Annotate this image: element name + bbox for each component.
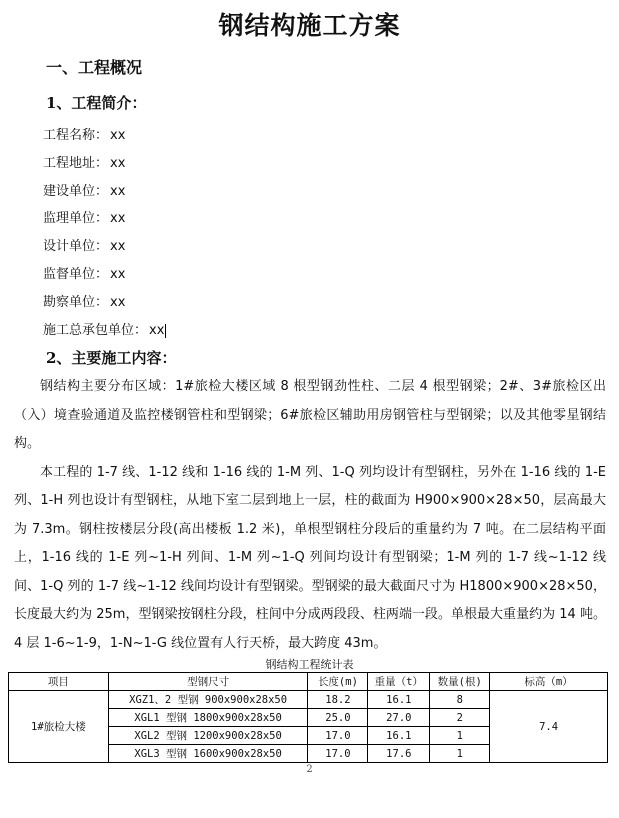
subsection-heading-intro: 1、工程简介：	[46, 94, 147, 112]
field-label: 工程地址：	[43, 156, 109, 171]
project-cell: 1#旅检大楼	[9, 691, 109, 763]
field-label: 工程名称：	[43, 128, 109, 143]
elevation-cell: 7.4	[490, 691, 608, 763]
length-cell: 17.0	[308, 745, 368, 763]
field-construction-unit	[43, 180, 125, 199]
count-cell: 1	[430, 727, 490, 745]
count-cell: 2	[430, 709, 490, 727]
length-cell: 18.2	[308, 691, 368, 709]
field-label: 设计单位：	[43, 239, 109, 254]
field-project-name	[43, 124, 125, 143]
length-cell: 17.0	[308, 727, 368, 745]
size-cell: XGL1 型钢 1800x900x28x50	[108, 709, 308, 727]
field-value: xx	[110, 295, 126, 310]
paragraph-details: 本工程的 1-7 线、1-12 线和 1-16 线的 1-M 列、1-Q 列均设计有型钢柱，另外在 1-16 线的 1-E 列、1-H 列也设计有型钢柱，从地下室二层到地上一层，柱的截面为 H900×900×28×50，层高最大为 7.3m。钢柱按楼层分段(高出楼板 1.2 米)，单根型钢柱分段后的重量约为 7 吨。在二层结构平面上，1-16 线的 1-E 列~1-H 列间、1-M 列~1-Q 列间均设计有型钢梁；1-M 列的 1-7 线~1-12 线间、1-Q 列的 1-7 线~1-12 线间均设计有型钢梁。型钢梁的最大截面尺寸为 H1800×900×28×50，长度最大约为 25m，型钢梁按钢柱分段，柱间中分成两段段、柱两端一段。单根最大重量约为 14 吨。4 层 1-6~1-9，1-N~1-G 线位置有人行天桥，最大跨度 43m。	[14, 464, 606, 651]
header-cell: 标高（m）	[490, 673, 608, 691]
field-value: xx	[110, 184, 126, 199]
weight-cell: 17.6	[368, 745, 430, 763]
steel-statistics-table	[8, 672, 608, 763]
size-cell: XGZ1、2 型钢 900x900x28x50	[108, 691, 308, 709]
paragraph-distribution: 钢结构主要分布区域：1#旅检大楼区域 8 根型钢劲性柱、二层 4 根型钢梁；2#、3#旅检区出（入）境查验通道及监控楼钢管柱和型钢梁；6#旅检区辅助用房钢管柱与型钢梁；以及其他零星钢结构。	[14, 379, 606, 451]
field-label: 建设单位：	[43, 184, 109, 199]
field-label: 勘察单位：	[43, 295, 109, 310]
section-heading-overview: 一、工程概况	[46, 58, 143, 77]
field-value: xx	[149, 323, 165, 338]
count-cell: 8	[430, 691, 490, 709]
field-general-contractor[interactable]	[43, 319, 166, 338]
field-survey-unit	[43, 291, 125, 310]
weight-cell: 27.0	[368, 709, 430, 727]
weight-cell: 16.1	[368, 691, 430, 709]
header-cell: 重量（t）	[368, 673, 430, 691]
weight-cell: 16.1	[368, 727, 430, 745]
field-value: xx	[110, 267, 126, 282]
field-value: xx	[110, 239, 126, 254]
field-project-address	[43, 152, 125, 171]
size-cell: XGL3 型钢 1600x900x28x50	[108, 745, 308, 763]
text-cursor	[165, 324, 166, 338]
header-cell: 数量(根)	[430, 673, 490, 691]
document-title: 钢结构施工方案	[218, 11, 401, 40]
field-value: xx	[110, 156, 126, 171]
field-value: xx	[110, 211, 126, 226]
field-label: 监理单位：	[43, 211, 109, 226]
field-label: 监督单位：	[43, 267, 109, 282]
size-cell: XGL2 型钢 1200x900x28x50	[108, 727, 308, 745]
field-label: 施工总承包单位：	[43, 323, 148, 338]
field-value: xx	[110, 128, 126, 143]
field-oversight-unit	[43, 263, 125, 282]
length-cell: 25.0	[308, 709, 368, 727]
table-caption: 钢结构工程统计表	[265, 658, 354, 671]
page-number: 2	[306, 764, 313, 775]
table-header-row	[9, 673, 608, 691]
count-cell: 1	[430, 745, 490, 763]
header-cell: 长度(m)	[308, 673, 368, 691]
body-text	[14, 373, 606, 658]
field-supervision-unit	[43, 207, 125, 226]
field-design-unit	[43, 235, 125, 254]
header-cell: 型钢尺寸	[108, 673, 308, 691]
header-cell: 项目	[9, 673, 109, 691]
subsection-heading-main-work: 2、主要施工内容：	[46, 349, 177, 367]
table-row	[9, 691, 608, 709]
